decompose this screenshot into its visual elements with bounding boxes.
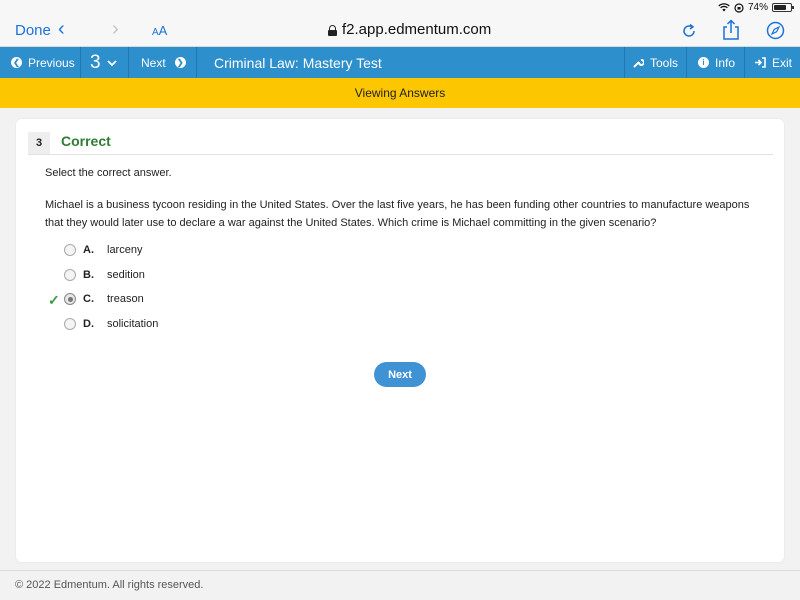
lock-icon bbox=[328, 25, 337, 36]
text-size-button[interactable]: AA bbox=[152, 23, 168, 38]
answer-options bbox=[45, 240, 345, 338]
arrow-left-circle-icon: ❮ bbox=[11, 57, 22, 68]
chevron-down-icon bbox=[107, 59, 117, 67]
answer-status: Correct bbox=[61, 133, 111, 149]
status-bar bbox=[0, 0, 800, 16]
checkmark-icon: ✓ bbox=[48, 292, 60, 308]
share-icon[interactable] bbox=[722, 19, 740, 41]
divider bbox=[28, 154, 773, 155]
exit-button[interactable]: Exit bbox=[754, 47, 792, 78]
address-bar[interactable] bbox=[328, 21, 491, 38]
test-nav-bar bbox=[0, 47, 800, 78]
radio-button[interactable] bbox=[64, 269, 76, 281]
radio-button-selected[interactable] bbox=[64, 293, 76, 305]
battery-percent: 74% bbox=[747, 2, 768, 13]
reload-icon[interactable] bbox=[681, 23, 697, 39]
option-a[interactable]: A. larceny bbox=[45, 240, 345, 265]
info-icon: i bbox=[698, 57, 709, 68]
option-c[interactable]: ✓ C. treason bbox=[48, 292, 144, 308]
done-button[interactable]: Done bbox=[15, 22, 51, 39]
question-text: Michael is a business tycoon residing in the United States. Over the last five years, he has been funding other countries to manufacture weapons that they would later use to declare a war against the United States. Which crime is Michael committing in the given scenario? bbox=[45, 199, 750, 229]
question-number-badge: 3 bbox=[28, 132, 50, 154]
browser-toolbar bbox=[0, 16, 800, 47]
orientation-lock-icon bbox=[734, 3, 744, 13]
next-button[interactable]: Next bbox=[374, 362, 426, 387]
arrow-right-circle-icon: ❯ bbox=[175, 57, 186, 68]
option-b[interactable]: B. sedition bbox=[45, 265, 345, 290]
sign-out-icon bbox=[754, 57, 766, 68]
info-button[interactable]: i Info bbox=[698, 47, 735, 78]
question-card bbox=[16, 119, 784, 562]
wifi-icon bbox=[718, 3, 730, 12]
test-title: Criminal Law: Mastery Test bbox=[214, 54, 382, 71]
wrench-icon bbox=[633, 57, 644, 68]
option-d[interactable]: D. solicitation bbox=[45, 314, 345, 339]
radio-button[interactable] bbox=[64, 244, 76, 256]
radio-button[interactable] bbox=[64, 318, 76, 330]
url-text: f2.app.edmentum.com bbox=[342, 21, 492, 38]
back-icon[interactable]: ‹ bbox=[58, 18, 65, 40]
viewing-answers-banner: Viewing Answers bbox=[0, 78, 800, 108]
question-number-dropdown[interactable]: 3 bbox=[90, 47, 117, 78]
copyright-footer: © 2022 Edmentum. All rights reserved. bbox=[15, 579, 204, 591]
compass-icon[interactable] bbox=[766, 21, 785, 40]
status-indicators bbox=[718, 2, 792, 13]
tools-button[interactable]: Tools bbox=[633, 47, 678, 78]
forward-icon[interactable]: › bbox=[112, 18, 119, 40]
next-nav-button[interactable]: Next ❯ bbox=[141, 47, 186, 78]
footer-divider bbox=[0, 570, 800, 571]
battery-icon bbox=[772, 3, 792, 12]
question-instruction: Select the correct answer. bbox=[45, 167, 172, 179]
previous-button[interactable]: ❮ Previous bbox=[11, 47, 75, 78]
